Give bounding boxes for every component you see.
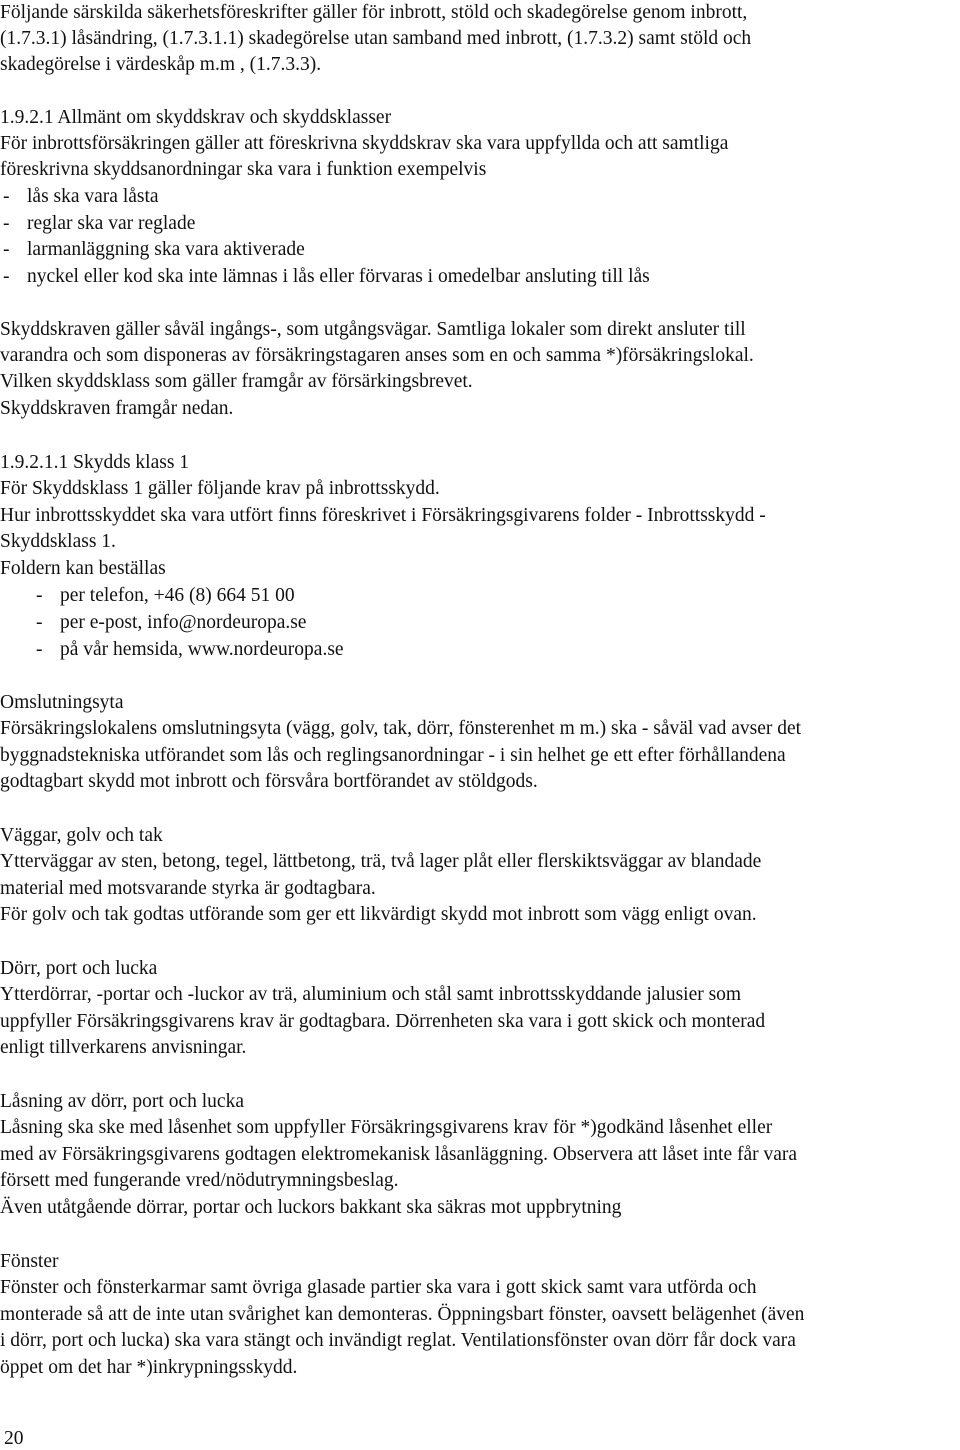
- intro-line: skadegörelse i värdeskåp m.m , (1.7.3.3).: [0, 54, 322, 75]
- paragraph-line: föreskrivna skyddsanordningar ska vara i funktion exempelvis: [0, 159, 487, 180]
- paragraph-line: monterade så att de inte utan svårighet kan demonteras. Öppningsbart fönster, oavsett belägenhet (även: [0, 1304, 805, 1325]
- section-heading: 1.9.2.1 Allmänt om skyddskrav och skyddsklasser: [0, 107, 392, 128]
- section-heading: Fönster: [0, 1251, 59, 1272]
- bullet-item: - larmanläggning ska vara aktiverade: [3, 239, 305, 260]
- section-heading: Väggar, golv och tak: [0, 825, 163, 846]
- paragraph-line: Ytterväggar av sten, betong, tegel, lättbetong, trä, två lager plåt eller flerskiktsväggar av blandade: [0, 851, 762, 872]
- paragraph-line: i dörr, port och lucka) ska vara stängt och invändigt reglat. Ventilationsfönster ovan dörr får dock vara: [0, 1330, 796, 1351]
- paragraph-line: Skyddskraven framgår nedan.: [0, 398, 234, 419]
- paragraph-line: Foldern kan beställas: [0, 558, 166, 579]
- bullet-item: - nyckel eller kod ska inte lämnas i lås eller förvaras i omedelbar ansluting till lås: [3, 266, 650, 287]
- paragraph-line: Fönster och fönsterkarmar samt övriga glasade partier ska vara i gott skick samt vara utförda och: [0, 1277, 757, 1298]
- paragraph-line: varandra och som disponeras av försäkringstagaren anses som en och samma *)försäkringslokal.: [0, 345, 754, 366]
- paragraph-line: öppet om det har *)inkrypningsskydd.: [0, 1357, 298, 1378]
- paragraph-line: godtagbart skydd mot inbrott och försvåra bortförandet av stöldgods.: [0, 771, 538, 792]
- paragraph-line: För inbrottsförsäkringen gäller att föreskrivna skyddskrav ska vara uppfyllda och att samtliga: [0, 133, 729, 154]
- intro-line: Följande särskilda säkerhetsföreskrifter gäller för inbrott, stöld och skadegörelse genom inbrott,: [0, 2, 748, 23]
- bullet-item: - per telefon, +46 (8) 664 51 00: [36, 585, 295, 606]
- bullet-item: - per e-post, info@nordeuropa.se: [36, 612, 307, 633]
- paragraph-line: Försäkringslokalens omslutningsyta (vägg, golv, tak, dörr, fönsterenhet m m.) ska - såväl vad avser det: [0, 718, 802, 739]
- section-heading: Låsning av dörr, port och lucka: [0, 1091, 244, 1112]
- bullet-item: - lås ska vara låsta: [3, 186, 159, 207]
- paragraph-line: Även utåtgående dörrar, portar och luckors bakkant ska säkras mot uppbrytning: [0, 1197, 622, 1218]
- paragraph-line: Låsning ska ske med låsenhet som uppfyller Försäkringsgivarens krav för *)godkänd låsenhet eller: [0, 1117, 773, 1138]
- paragraph-line: Ytterdörrar, -portar och -luckor av trä, aluminium och stål samt inbrottsskyddande jalusier som: [0, 984, 742, 1005]
- paragraph-line: material med motsvarande styrka är godtagbara.: [0, 878, 376, 899]
- paragraph-line: enligt tillverkarens anvisningar.: [0, 1037, 247, 1058]
- paragraph-line: försett med fungerande vred/nödutrymningsbeslag.: [0, 1170, 399, 1191]
- paragraph-line: Skyddsklass 1.: [0, 531, 116, 552]
- paragraph-line: uppfyller Försäkringsgivarens krav är godtagbara. Dörrenheten ska vara i gott skick och monterad: [0, 1011, 766, 1032]
- bullet-item: - på vår hemsida, www.nordeuropa.se: [36, 639, 344, 660]
- paragraph-line: För Skyddsklass 1 gäller följande krav på inbrottsskydd.: [0, 478, 440, 499]
- intro-line: (1.7.3.1) låsändring, (1.7.3.1.1) skadegörelse utan samband med inbrott, (1.7.3.2) samt stöld och: [0, 28, 752, 49]
- paragraph-line: Vilken skyddsklass som gäller framgår av försärkingsbrevet.: [0, 371, 473, 392]
- section-heading: Dörr, port och lucka: [0, 958, 158, 979]
- section-heading: Omslutningsyta: [0, 692, 124, 713]
- page-number: 20: [4, 1428, 24, 1449]
- paragraph-line: med av Försäkringsgivarens godtagen elektromekanisk låsanläggning. Observera att låset inte får vara: [0, 1144, 798, 1165]
- paragraph-line: Hur inbrottsskyddet ska vara utfört finns föreskrivet i Försäkringsgivarens folder - Inbrottsskydd -: [0, 505, 766, 526]
- section-heading: 1.9.2.1.1 Skydds klass 1: [0, 452, 190, 473]
- paragraph-line: Skyddskraven gäller såväl ingångs-, som utgångsvägar. Samtliga lokaler som direkt ansluter till: [0, 319, 746, 340]
- paragraph-line: byggnadstekniska utförandet som lås och reglingsanordningar - i sin helhet ge ett efter förhållandena: [0, 745, 786, 766]
- bullet-item: - reglar ska var reglade: [3, 213, 196, 234]
- paragraph-line: För golv och tak godtas utförande som ger ett likvärdigt skydd mot inbrott som vägg enligt ovan.: [0, 904, 757, 925]
